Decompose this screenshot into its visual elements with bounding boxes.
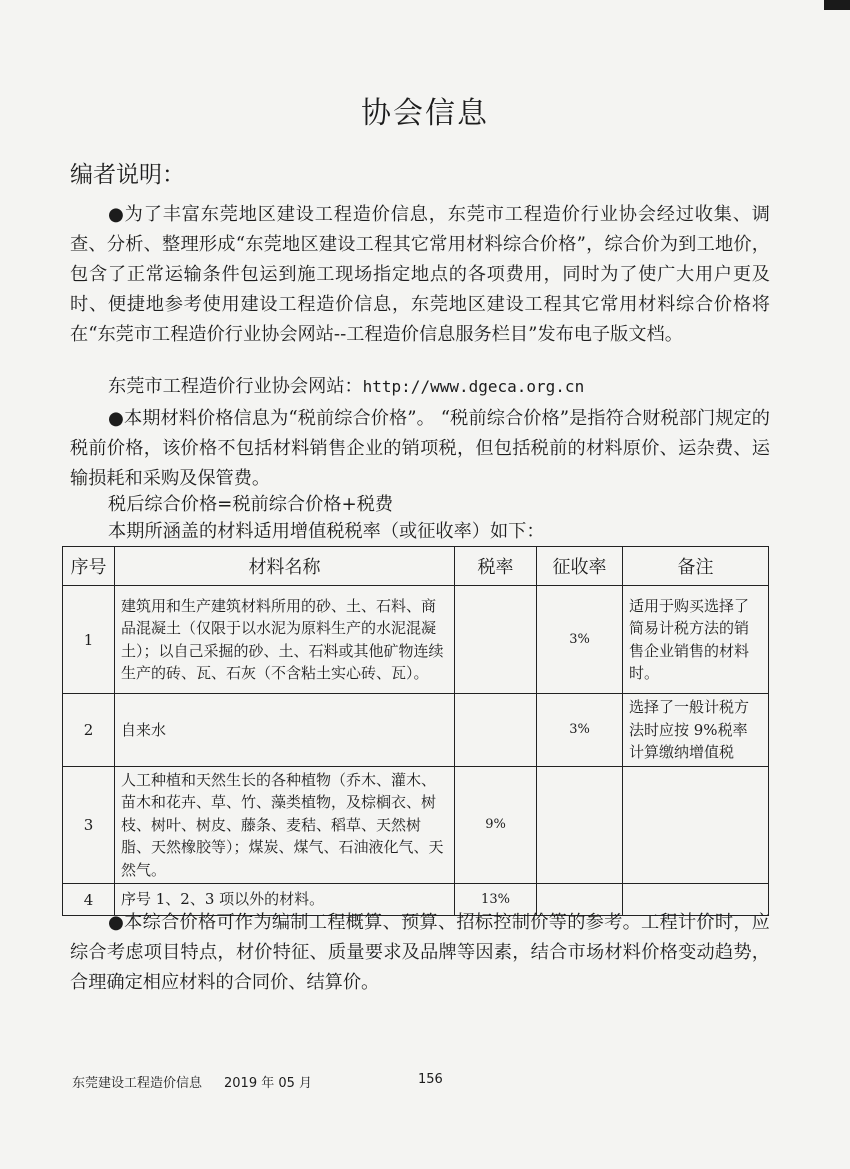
table-row	[63, 766, 769, 884]
page-title: 协会信息	[361, 96, 489, 131]
row-note	[623, 766, 769, 884]
website-label: 东莞市工程造价行业协会网站：	[108, 376, 363, 397]
row-material-name: 人工种植和天然生长的各种植物（乔木、灌木、苗木和花卉、草、竹、藻类植物，及棕榈衣、树枝、树叶、树皮、藤条、麦秸、稻草、天然树脂、天然橡胶等）；煤炭、煤气、石油液化气、天然气。	[115, 766, 455, 884]
paragraph-usage-note: ●本综合价格可作为编制工程概算、预算、招标控制价等的参考。工程计价时，应综合考虑项目特点，材价特征、质量要求及品牌等因素，结合市场材料价格变动趋势，合理确定相应材料的合同价、结算价。	[70, 912, 770, 993]
row-no: 3	[63, 766, 115, 884]
row-material-name: 建筑用和生产建筑材料所用的砂、土、石料、商品混凝土（仅限于以水泥为原料生产的水泥混凝土）；以自己采掘的砂、土、石料或其他矿物连续生产的砖、瓦、石灰（不含粘土实心砖、瓦）。	[115, 586, 455, 694]
row-tax-rate	[455, 586, 537, 694]
row-note: 选择了一般计税方法时应按 9%税率计算缴纳增值税	[623, 694, 769, 767]
row-note: 适用于购买选择了简易计税方法的销售企业销售的材料时。	[623, 586, 769, 694]
footer-date: 2019 年 05 月	[224, 1076, 313, 1091]
table-row	[63, 694, 769, 767]
website-line	[108, 374, 584, 400]
formula-line: 税后综合价格=税前综合价格+税费	[108, 494, 394, 515]
row-no: 1	[63, 586, 115, 694]
row-no: 4	[63, 884, 115, 916]
editor-notes-heading: 编者说明：	[70, 162, 185, 188]
header-tax-rate: 税率	[455, 547, 537, 586]
row-levy-rate	[537, 766, 623, 884]
row-material-name: 序号 1、2、3 项以外的材料。	[115, 884, 455, 916]
footer-publication: 东莞建设工程造价信息	[72, 1076, 203, 1091]
row-tax-rate: 13%	[455, 884, 537, 916]
paragraph-tax-definition: ●本期材料价格信息为“税前综合价格”。 “税前综合价格”是指符合财税部门规定的税前价格，该价格不包括材料销售企业的销项税，但包括税前的材料原价、运杂费、运输损耗和采购及保管费。	[70, 408, 770, 489]
header-note: 备注	[623, 547, 769, 586]
row-material-name: 自来水	[115, 694, 455, 767]
row-levy-rate: 3%	[537, 694, 623, 767]
website-url: http://www.dgeca.org.cn	[362, 377, 585, 396]
row-levy-rate: 3%	[537, 586, 623, 694]
row-no: 2	[63, 694, 115, 767]
table-header-row	[63, 547, 769, 586]
row-tax-rate	[455, 694, 537, 767]
row-tax-rate: 9%	[455, 766, 537, 884]
header-material-name: 材料名称	[115, 547, 455, 586]
tax-rate-table	[62, 546, 769, 916]
scan-corner-mark	[824, 0, 850, 10]
paragraph-intro: ●为了丰富东莞地区建设工程造价信息，东莞市工程造价行业协会经过收集、调查、分析、整理形成“东莞地区建设工程其它常用材料综合价格”，综合价为到工地价，包含了正常运输条件包运到施工现场指定地点的各项费用，同时为了使广大用户更及时、便捷地参考使用建设工程造价信息，东莞地区建设工程其它常用材料综合价格将在“东莞市工程造价行业协会网站--工程造价信息服务栏目”发布电子版文档。	[70, 204, 770, 345]
table-row	[63, 586, 769, 694]
table-intro-line: 本期所涵盖的材料适用增值税税率（或征收率）如下：	[108, 521, 545, 542]
header-levy-rate: 征收率	[537, 547, 623, 586]
header-no: 序号	[63, 547, 115, 586]
footer-page-number: 156	[418, 1072, 443, 1087]
